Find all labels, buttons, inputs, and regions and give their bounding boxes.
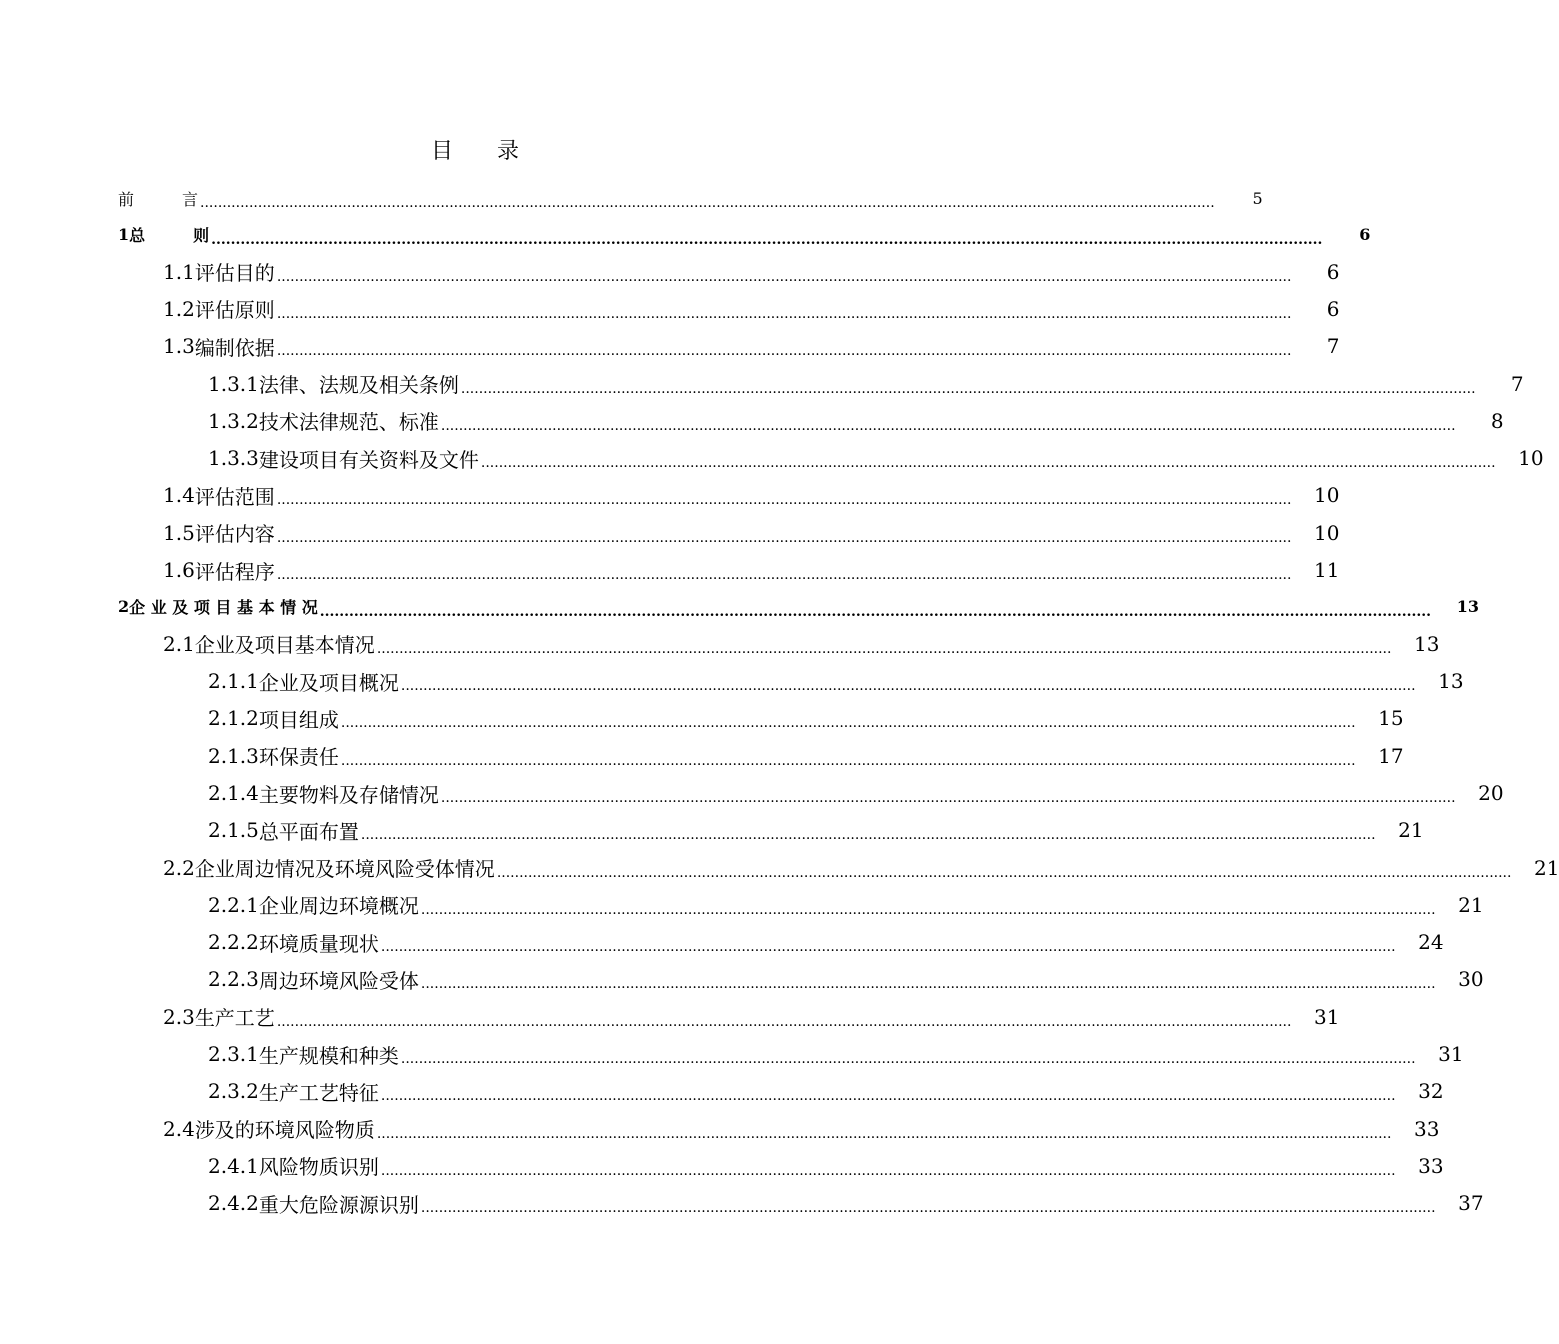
toc-entry-1-1[interactable] [118,253,1340,290]
toc-page-number: 20 [1478,781,1504,805]
toc-entry-2-3-1[interactable] [118,1035,1464,1072]
toc-entry-number: 2.2 [163,855,195,880]
toc-page-number: 30 [1458,967,1484,992]
toc-entry-number: 1.4 [163,483,195,508]
dot-leader: .................................................................................................................................................................................................................................... [420,901,1436,918]
toc-entry-label: 环保责任 [258,745,339,770]
dot-leader: .................................................................................................................................................................................................................................... [340,752,1356,769]
toc-entry-1-6[interactable] [118,551,1340,588]
dot-leader: .................................................................................................................................................................................................................................... [496,864,1512,881]
toc-entry-2-1-3[interactable] [118,737,1404,774]
toc-entry-label: 周边环境风险受体 [258,968,419,993]
dot-leader: .................................................................................................................................................................................................................................... [319,603,1431,620]
toc-entry-2-1-4[interactable] [118,774,1504,811]
toc-entry-label: 评估程序 [194,559,275,584]
toc-entry-number: 2.1.2 [208,706,259,731]
toc-page-number: 31 [1438,1042,1464,1067]
toc-entry-1-5[interactable] [118,514,1340,551]
toc-entry-label: 前 言 [118,189,199,209]
toc-page-number: 7 [1326,334,1340,359]
toc-entry-label: 评估目的 [194,261,275,286]
toc-entry-number: 1.6 [163,558,195,583]
table-of-contents [118,180,1559,1222]
page-title: 目 录 [430,139,519,164]
toc-entry-1-3[interactable] [118,328,1340,365]
toc-entry-2-1-2[interactable] [118,700,1404,737]
toc-page-number: 32 [1418,1079,1444,1104]
toc-entry-label: 企业周边环境概况 [258,894,419,919]
toc-page-number: 5 [1252,188,1263,208]
toc-page-number: 6 [1326,296,1340,321]
toc-entry-2-2-1[interactable] [118,886,1484,923]
dot-leader: .................................................................................................................................................................................................................................... [211,231,1323,248]
toc-entry-number: 1.3 [163,334,195,359]
toc-page-number: 33 [1418,1153,1444,1178]
toc-entry-label: 编制依据 [194,335,275,360]
dot-leader: .................................................................................................................................................................................................................................... [460,380,1476,397]
dot-leader: .................................................................................................................................................................................................................................... [420,1200,1436,1217]
toc-entry-number: 2.3.2 [208,1079,259,1104]
toc-entry-number: 1.5 [163,520,195,545]
toc-entry-number: 1 [118,225,130,245]
dot-leader: .................................................................................................................................................................................................................................... [276,1013,1292,1030]
toc-page-number: 13 [1438,669,1464,694]
toc-entry-2-1-5[interactable] [118,812,1424,849]
dot-leader: .................................................................................................................................................................................................................................... [276,268,1292,285]
dot-leader: .................................................................................................................................................................................................................................... [380,939,1396,956]
toc-entry-number: 1.1 [163,259,195,284]
dot-leader: .................................................................................................................................................................................................................................... [376,1125,1392,1142]
toc-entry-number: 2.1.5 [208,818,259,843]
toc-page-number: 6 [1359,225,1371,245]
toc-page-number: 10 [1518,446,1544,471]
toc-entry-label: 法律、法规及相关条例 [258,373,459,398]
toc-entry-number: 2.2.2 [208,930,259,955]
toc-entry-2-4-1[interactable] [118,1147,1444,1184]
toc-entry-label: 评估原则 [194,298,275,323]
toc-entry-number: 2.4.2 [208,1191,259,1216]
toc-entry-1-3-2[interactable] [118,402,1504,439]
toc-entry-number: 2.1.4 [208,781,259,805]
toc-page-number: 21 [1534,855,1559,880]
toc-entry-number: 2.1.3 [208,743,259,768]
toc-page-number: 21 [1458,892,1484,917]
dot-leader: .................................................................................................................................................................................................................................... [276,305,1292,322]
toc-entry-1-3-1[interactable] [118,365,1524,402]
toc-entry-label: 风险物质识别 [258,1155,379,1180]
toc-entry-number: 2.4.1 [208,1153,259,1178]
toc-entry-label: 生产工艺特征 [258,1080,379,1105]
toc-entry-1-2[interactable] [118,290,1340,327]
toc-entry-label: 技术法律规范、标准 [258,410,439,435]
toc-entry-number: 1.3.3 [208,446,259,471]
dot-leader: .................................................................................................................................................................................................................................... [380,1088,1396,1105]
toc-page-number: 21 [1398,818,1424,843]
dot-leader: .................................................................................................................................................................................................................................... [380,1162,1396,1179]
toc-page-number: 8 [1490,408,1504,433]
toc-page-number: 33 [1414,1116,1440,1141]
toc-entry-label: 环境质量现状 [258,931,379,956]
toc-entry-label: 企业及项目基本情况 [194,633,375,658]
toc-entry-label: 生产工艺 [194,1006,275,1031]
toc-page-number: 6 [1326,259,1340,284]
toc-page-number: 10 [1314,520,1340,545]
toc-page-number: 17 [1378,743,1404,768]
toc-entry-label: 企 业 及 项 目 基 本 情 况 [129,598,318,618]
toc-entry-label: 总 则 [129,226,210,246]
toc-entry-label: 项目组成 [258,707,339,732]
toc-entry-2-4-2[interactable] [118,1185,1484,1222]
toc-entry-2-4[interactable] [118,1110,1440,1147]
dot-leader: .................................................................................................................................................................................................................................... [276,529,1292,546]
toc-entry-number: 2.2.3 [208,967,259,992]
toc-page-number: 37 [1458,1191,1484,1216]
toc-entry-2-2-3[interactable] [118,961,1484,998]
toc-entry-number: 1.3.2 [208,408,259,433]
dot-leader: .................................................................................................................................................................................................................................... [420,976,1436,993]
toc-entry-label: 涉及的环境风险物质 [194,1118,375,1143]
toc-entry-label: 重大危险源源识别 [258,1192,419,1217]
toc-entry-number: 2.3 [163,1004,195,1029]
toc-entry-label: 评估范围 [194,484,275,509]
toc-page-number: 7 [1510,371,1524,396]
dot-leader: .................................................................................................................................................................................................................................... [200,195,1215,212]
dot-leader: .................................................................................................................................................................................................................................... [400,678,1416,695]
dot-leader: .................................................................................................................................................................................................................................... [276,343,1292,360]
toc-entry-ch1[interactable] [118,217,1371,254]
toc-entry-2-1-1[interactable] [118,662,1464,699]
toc-entry-preface[interactable] [118,180,1263,217]
toc-entry-ch2[interactable] [118,589,1479,626]
toc-entry-number: 2.1 [163,631,195,656]
toc-entry-label: 总平面布置 [258,819,359,844]
toc-page-number: 13 [1456,597,1479,617]
toc-page-number: 15 [1378,706,1404,731]
toc-entry-number: 1.2 [163,296,195,321]
dot-leader: .................................................................................................................................................................................................................................... [440,417,1456,434]
toc-entry-number: 2.1.1 [208,669,259,694]
toc-entry-number: 1.3.1 [208,371,259,396]
dot-leader: .................................................................................................................................................................................................................................... [276,492,1292,509]
dot-leader: .................................................................................................................................................................................................................................... [340,715,1356,732]
toc-page-number: 31 [1314,1004,1340,1029]
toc-page-number: 10 [1314,483,1340,508]
toc-entry-2-3-2[interactable] [118,1073,1444,1110]
toc-entry-label: 生产规模和种类 [258,1043,399,1068]
toc-entry-number: 2.3.1 [208,1042,259,1067]
toc-entry-label: 企业及项目概况 [258,670,399,695]
dot-leader: .................................................................................................................................................................................................................................... [360,827,1376,844]
toc-entry-1-3-3[interactable] [118,439,1544,476]
toc-entry-label: 建设项目有关资料及文件 [258,447,479,472]
toc-entry-2-1[interactable] [118,625,1440,662]
dot-leader: .................................................................................................................................................................................................................................... [376,640,1392,657]
toc-entry-2-2-2[interactable] [118,924,1444,961]
toc-entry-number: 2.4 [163,1116,195,1141]
dot-leader: .................................................................................................................................................................................................................................... [276,567,1292,584]
toc-entry-label: 企业周边情况及环境风险受体情况 [194,857,495,882]
toc-page-number: 24 [1418,930,1444,955]
toc-page-number: 13 [1414,631,1440,656]
toc-entry-number: 2.2.1 [208,892,259,917]
dot-leader: .................................................................................................................................................................................................................................... [400,1051,1416,1068]
toc-entry-number: 2 [118,597,130,617]
toc-entry-2-3[interactable] [118,998,1340,1035]
toc-entry-label: 主要物料及存储情况 [258,782,439,807]
dot-leader: .................................................................................................................................................................................................................................... [480,455,1496,472]
dot-leader: .................................................................................................................................................................................................................................... [440,790,1456,806]
toc-entry-2-2[interactable] [118,849,1559,886]
toc-page-number: 11 [1314,558,1340,583]
toc-entry-label: 评估内容 [194,522,275,547]
toc-entry-1-4[interactable] [118,477,1340,514]
